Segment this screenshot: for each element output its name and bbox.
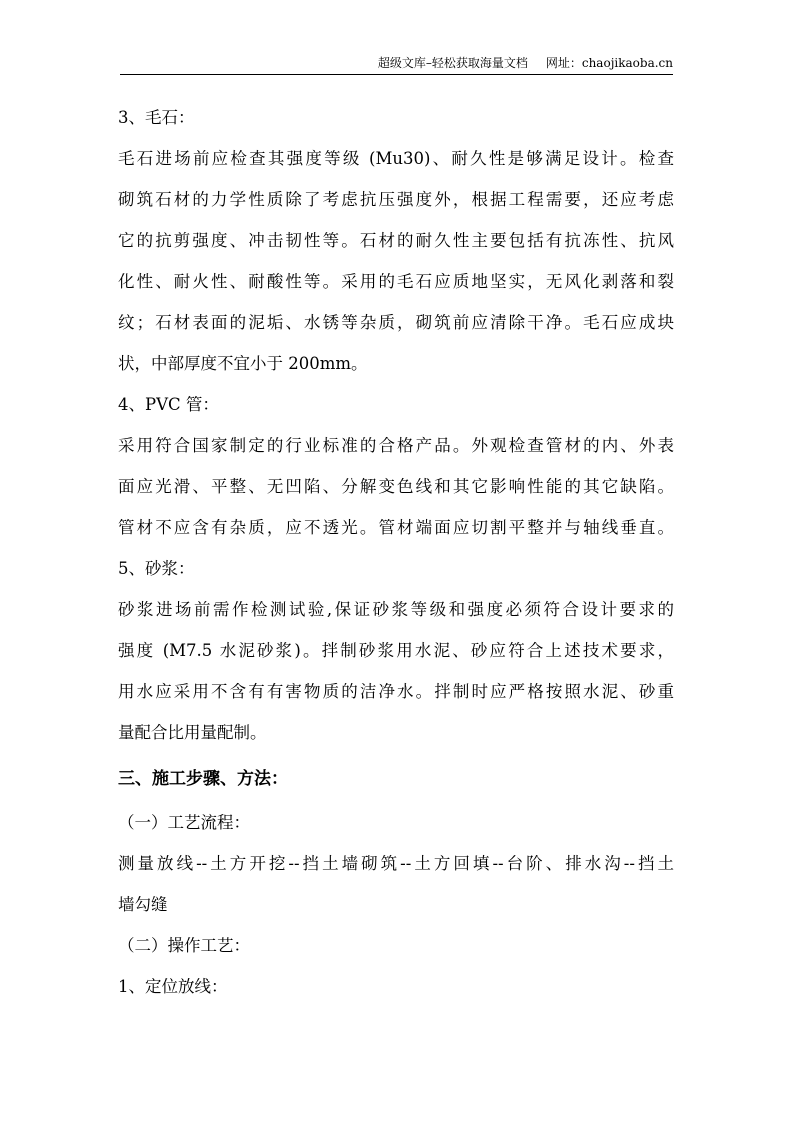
section-heading: 三、施工步骤、方法： xyxy=(118,769,288,789)
text-line: 1、定位放线： xyxy=(118,977,228,996)
text-line: 面应光滑、平整、无凹陷、分解变色线和其它影响性能的其它缺陷。 xyxy=(118,477,674,496)
text-line: 管材不应含有杂质，应不透光。管材端面应切割平整并与轴线垂直。 xyxy=(118,518,674,537)
document-body xyxy=(118,97,674,1007)
text-line: 采用符合国家制定的行业标准的合格产品。外观检查管材的内、外表 xyxy=(118,436,674,455)
page-header xyxy=(120,54,673,75)
text-line: 4、PVC 管： xyxy=(118,395,219,414)
text-line: 3、毛石： xyxy=(118,108,195,127)
text-line: 状，中部厚度不宜小于 200mm。 xyxy=(118,354,368,373)
text-line: 化性、耐火性、耐酸性等。采用的毛石应质地坚实，无风化剥落和裂 xyxy=(118,272,674,291)
text-line: 测量放线--土方开挖--挡土墙砌筑--土方回填--台阶、排水沟--挡土 xyxy=(118,854,674,873)
text-line: 用水应采用不含有有害物质的洁净水。拌制时应严格按照水泥、砂重 xyxy=(118,682,674,701)
header-url: 网址：chaojikaoba.cn xyxy=(545,56,673,70)
text-line: （二）操作工艺： xyxy=(118,936,250,955)
text-line: 强度 (M7.5 水泥砂浆)。拌制砂浆用水泥、砂应符合上述技术要求， xyxy=(118,641,674,660)
text-line: 砌筑石材的力学性质除了考虑抗压强度外，根据工程需要，还应考虑 xyxy=(118,190,674,209)
text-line: 毛石进场前应检查其强度等级 (Mu30)、耐久性是够满足设计。检查 xyxy=(118,149,674,168)
text-line: 纹；石材表面的泥垢、水锈等杂质，砌筑前应清除干净。毛石应成块 xyxy=(118,313,674,332)
header-site-name: 超级文库–轻松获取海量文档 xyxy=(377,56,528,70)
text-line: （一）工艺流程： xyxy=(118,813,250,832)
text-line: 它的抗剪强度、冲击韧性等。石材的耐久性主要包括有抗冻性、抗风 xyxy=(118,231,674,250)
text-line: 5、砂浆： xyxy=(118,559,195,578)
text-line: 墙勾缝 xyxy=(118,895,168,914)
text-line: 量配合比用量配制。 xyxy=(118,723,267,742)
text-line: 砂浆进场前需作检测试验,保证砂浆等级和强度必须符合设计要求的 xyxy=(118,600,674,619)
